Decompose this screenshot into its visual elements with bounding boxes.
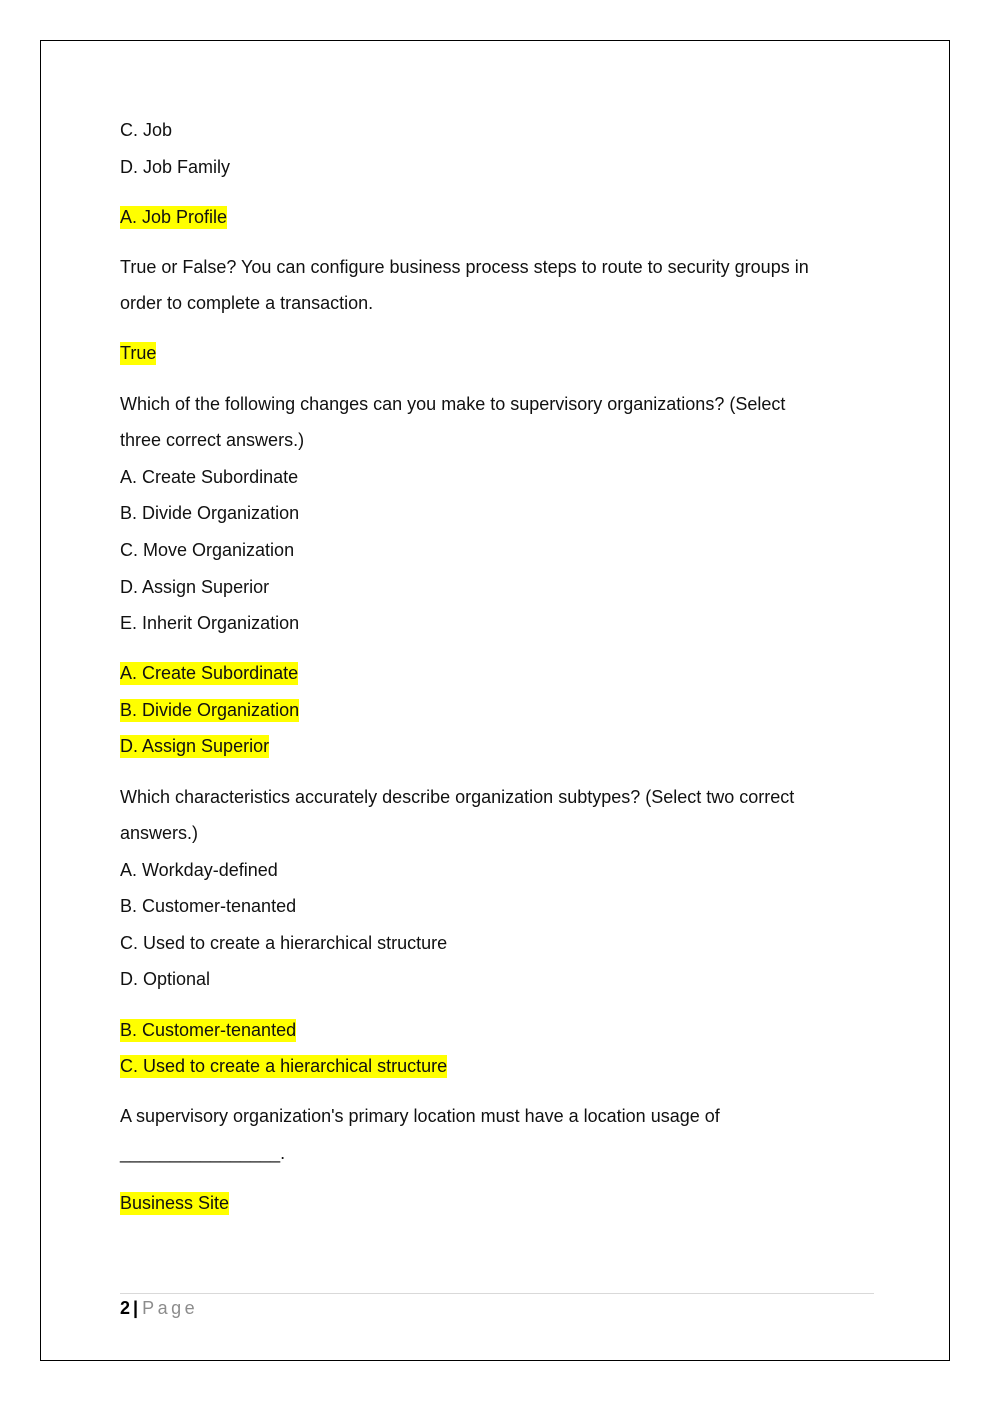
footer-divider (120, 1293, 874, 1294)
text-line: A supervisory organization's primary location must have a location usage of (120, 1106, 720, 1127)
highlighted-answer (120, 1012, 880, 1049)
text-line: C. Used to create a hierarchical structure (120, 932, 448, 953)
text-line: order to complete a transaction. (120, 293, 374, 314)
answer-text: D. Assign Superior (120, 736, 270, 757)
paragraph-spacer (120, 1171, 880, 1185)
page-footer (120, 1296, 198, 1320)
page-number: 2 (120, 1298, 131, 1318)
text-line: E. Inherit Organization (120, 613, 300, 634)
answer-text: B. Divide Organization (120, 699, 300, 720)
text-line: A. Workday-defined (120, 859, 278, 880)
highlighted-answer (120, 1185, 880, 1222)
text-line: C. Move Organization (120, 539, 295, 560)
document-body (120, 112, 880, 1222)
paragraph-spacer (120, 185, 880, 199)
paragraph-spacer (120, 372, 880, 386)
text-line: C. Job (120, 120, 173, 140)
paragraph-spacer (120, 322, 880, 336)
text-line: B. Divide Organization (120, 503, 300, 524)
text-line: Which of the following changes can you make to supervisory organizations? (Select (120, 393, 786, 414)
text-line: A. Create Subordinate (120, 466, 299, 487)
text-line: answers.) (120, 823, 199, 844)
highlighted-answer (120, 1048, 880, 1085)
paragraph-spacer (120, 235, 880, 249)
highlighted-answer (120, 335, 880, 372)
text-line: three correct answers.) (120, 430, 305, 451)
answer-text: A. Create Subordinate (120, 663, 299, 684)
text-line: D. Job Family (120, 156, 231, 177)
paragraph-spacer (120, 998, 880, 1012)
paragraph-spacer (120, 1085, 880, 1099)
text-line: ________________. (120, 1142, 286, 1163)
answer-text: True (120, 343, 157, 364)
text-line: Which characteristics accurately describe organization subtypes? (Select two correct (120, 786, 795, 807)
highlighted-answer (120, 199, 880, 236)
paragraph-spacer (120, 765, 880, 779)
highlighted-answer (120, 655, 880, 692)
text-line: D. Assign Superior (120, 576, 270, 597)
text-line: True or False? You can configure business process steps to route to security groups in (120, 256, 809, 277)
text-line: D. Optional (120, 969, 211, 990)
answer-text: Business Site (120, 1192, 230, 1213)
text-line: B. Customer-tenanted (120, 896, 297, 917)
highlighted-answer (120, 692, 880, 729)
paragraph-spacer (120, 642, 880, 656)
page-label: Page (142, 1298, 199, 1318)
footer-separator: | (133, 1298, 139, 1318)
answer-text: A. Job Profile (120, 206, 228, 227)
answer-text: B. Customer-tenanted (120, 1019, 297, 1040)
answer-text: C. Used to create a hierarchical structure (120, 1056, 448, 1077)
highlighted-answer (120, 728, 880, 765)
